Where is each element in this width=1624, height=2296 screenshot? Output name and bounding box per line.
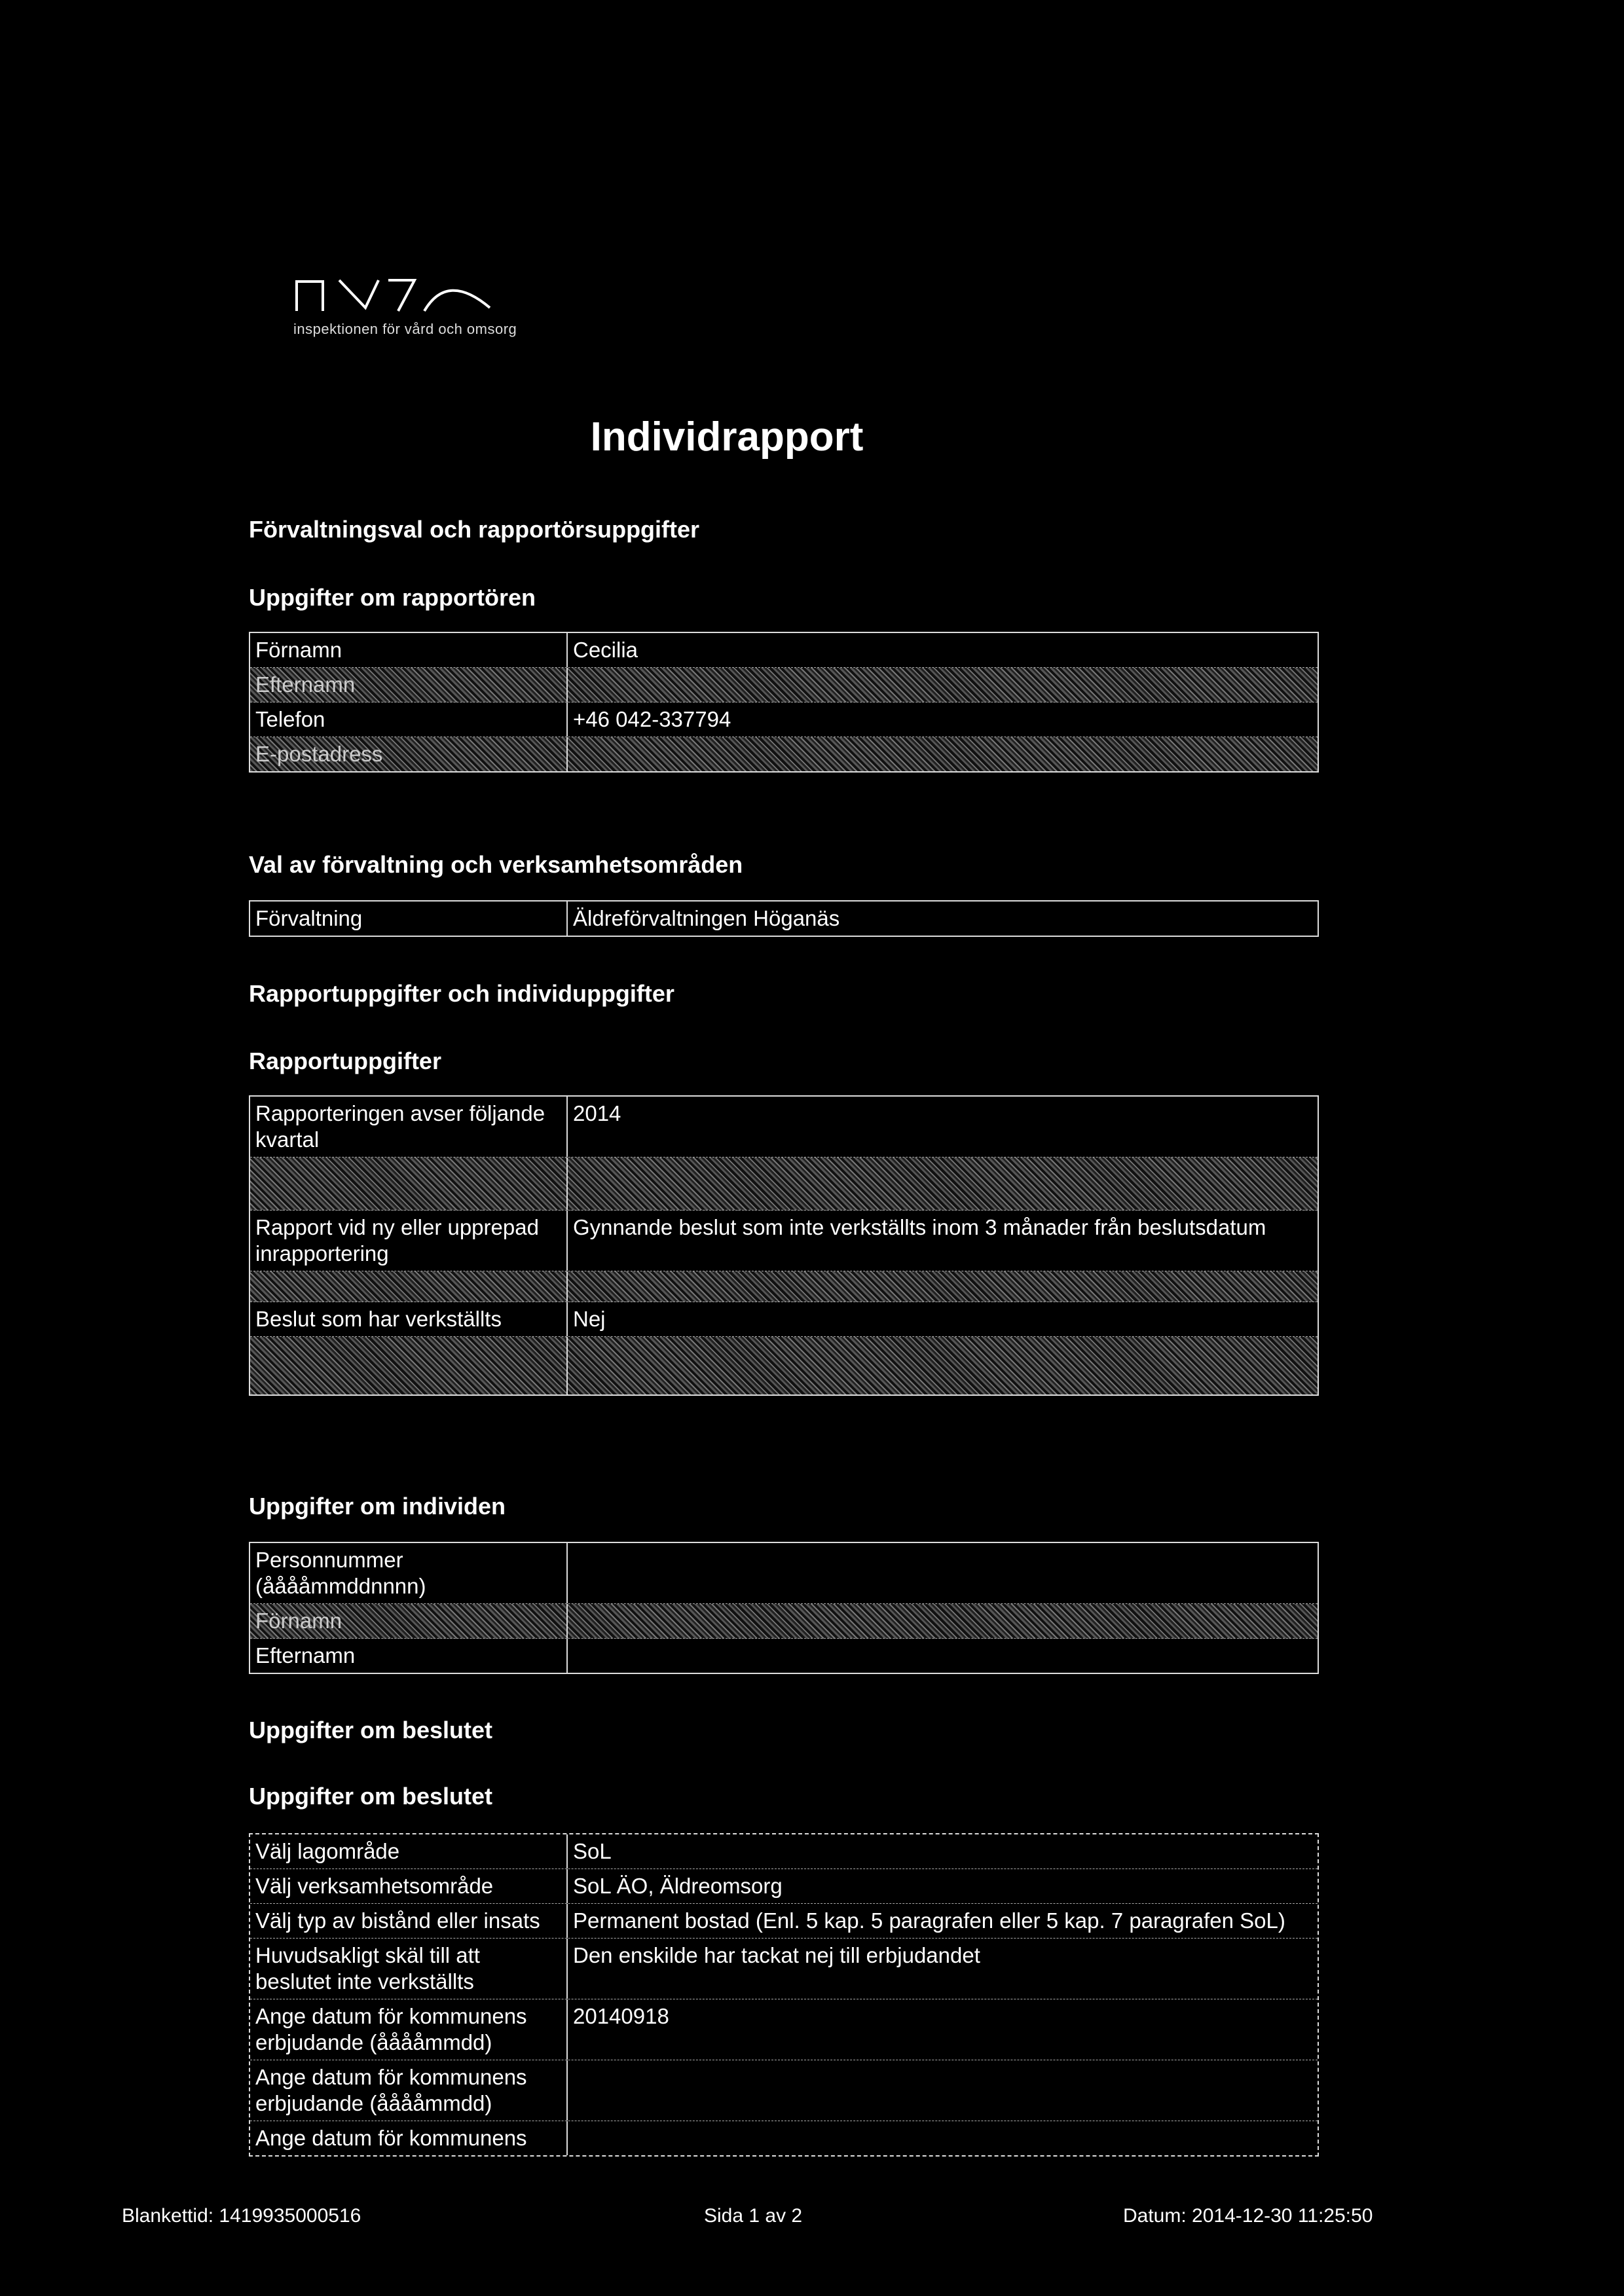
field-label: Förnamn: [250, 1604, 568, 1638]
table-row: [250, 1604, 1318, 1639]
field-value: 2014: [573, 1101, 621, 1125]
table-row: [250, 1211, 1318, 1271]
table-row: [250, 1639, 1318, 1673]
table-row: [250, 1939, 1318, 1999]
section-subheading: Rapportuppgifter: [249, 1048, 441, 1074]
field-value: Äldreförvaltningen Höganäs: [573, 906, 840, 930]
section-heading: Uppgifter om beslutet: [249, 1717, 493, 1743]
table-row: [250, 2060, 1318, 2121]
field-label: Telefon: [250, 702, 568, 737]
field-label: Förnamn: [250, 633, 568, 667]
field-value: [568, 2060, 1318, 2121]
field-label: [250, 1157, 568, 1210]
reporter-table: [249, 632, 1319, 773]
field-value: Nej: [573, 1307, 606, 1331]
field-label: Välj lagområde: [250, 1834, 568, 1868]
field-value: 20140918: [573, 2004, 669, 2028]
table-row: [250, 1543, 1318, 1604]
field-value: [568, 1543, 1318, 1603]
report-table: [249, 1095, 1319, 1396]
table-row: [250, 1834, 1318, 1869]
field-value: [568, 737, 1318, 771]
table-row: [250, 2121, 1318, 2155]
field-value: [568, 1157, 1318, 1210]
field-value: Cecilia: [573, 638, 638, 662]
field-label: Ange datum för kommunens erbjudande (ååååmmdd): [250, 1999, 568, 2060]
section-heading: Rapportuppgifter och individuppgifter: [249, 980, 674, 1007]
field-label: Välj typ av bistånd eller insats: [250, 1904, 568, 1938]
table-row: [250, 1904, 1318, 1939]
page-title: Individrapport: [590, 414, 864, 460]
field-label: Huvudsakligt skäl till att beslutet inte verkställts: [250, 1939, 568, 1999]
footer-page-number: Sida 1 av 2: [704, 2205, 803, 2227]
table-row: [250, 1337, 1318, 1394]
field-label: Beslut som har verkställts: [250, 1302, 568, 1336]
section-heading: Uppgifter om individen: [249, 1493, 506, 1520]
field-label: [250, 1337, 568, 1394]
footer-date: Datum: 2014-12-30 11:25:50: [1123, 2205, 1373, 2227]
field-value: +46 042-337794: [573, 707, 731, 731]
field-label: Ange datum för kommunens: [250, 2121, 568, 2155]
field-value: Den enskilde har tackat nej till erbjudandet: [573, 1943, 980, 1967]
table-row: [250, 1999, 1318, 2060]
field-value: SoL ÄO, Äldreomsorg: [573, 1874, 783, 1898]
footer-blankettid: Blankettid: 1419935000516: [122, 2205, 361, 2227]
field-value: [568, 1337, 1318, 1394]
section-heading: Förvaltningsval och rapportörsuppgifter: [249, 516, 700, 543]
admin-table: [249, 900, 1319, 937]
table-row: [250, 1271, 1318, 1302]
field-value: [568, 668, 1318, 702]
field-label: E-postadress: [250, 737, 568, 771]
field-value: Gynnande beslut som inte verkställts inom 3 månader från beslutsdatum: [573, 1215, 1266, 1239]
field-label: Förvaltning: [250, 902, 568, 936]
section-subheading: Uppgifter om beslutet: [249, 1783, 493, 1810]
field-label: Efternamn: [250, 1639, 568, 1673]
field-label: [250, 1271, 568, 1302]
field-value: SoL: [573, 1839, 612, 1863]
field-value: [568, 1604, 1318, 1638]
table-row: [250, 737, 1318, 771]
table-row: [250, 702, 1318, 737]
table-row: [250, 633, 1318, 668]
field-label: Efternamn: [250, 668, 568, 702]
field-label: Rapporteringen avser följande kvartal: [250, 1097, 568, 1157]
table-row: [250, 902, 1318, 936]
field-value: [568, 2121, 1318, 2155]
table-row: [250, 1097, 1318, 1157]
field-value: Permanent bostad (Enl. 5 kap. 5 paragrafen eller 5 kap. 7 paragrafen SoL): [573, 1908, 1285, 1933]
field-value: [568, 1639, 1318, 1673]
table-row: [250, 1302, 1318, 1337]
individ-table: [249, 1542, 1319, 1674]
table-row: [250, 668, 1318, 702]
section-heading: Val av förvaltning och verksamhetsområden: [249, 851, 743, 878]
beslut-table: [249, 1833, 1319, 2157]
table-row: [250, 1869, 1318, 1904]
field-label: Välj verksamhetsområde: [250, 1869, 568, 1903]
field-value: [568, 1271, 1318, 1302]
logo-text: inspektionen för vård och omsorg: [293, 321, 517, 337]
field-label: Personnummer (ååååmmddnnnn): [250, 1543, 568, 1603]
table-row: [250, 1157, 1318, 1211]
field-label: Ange datum för kommunens erbjudande (ååååmmdd): [250, 2060, 568, 2121]
field-label: Rapport vid ny eller upprepad inrapportering: [250, 1211, 568, 1271]
section-subheading: Uppgifter om rapportören: [249, 584, 536, 611]
